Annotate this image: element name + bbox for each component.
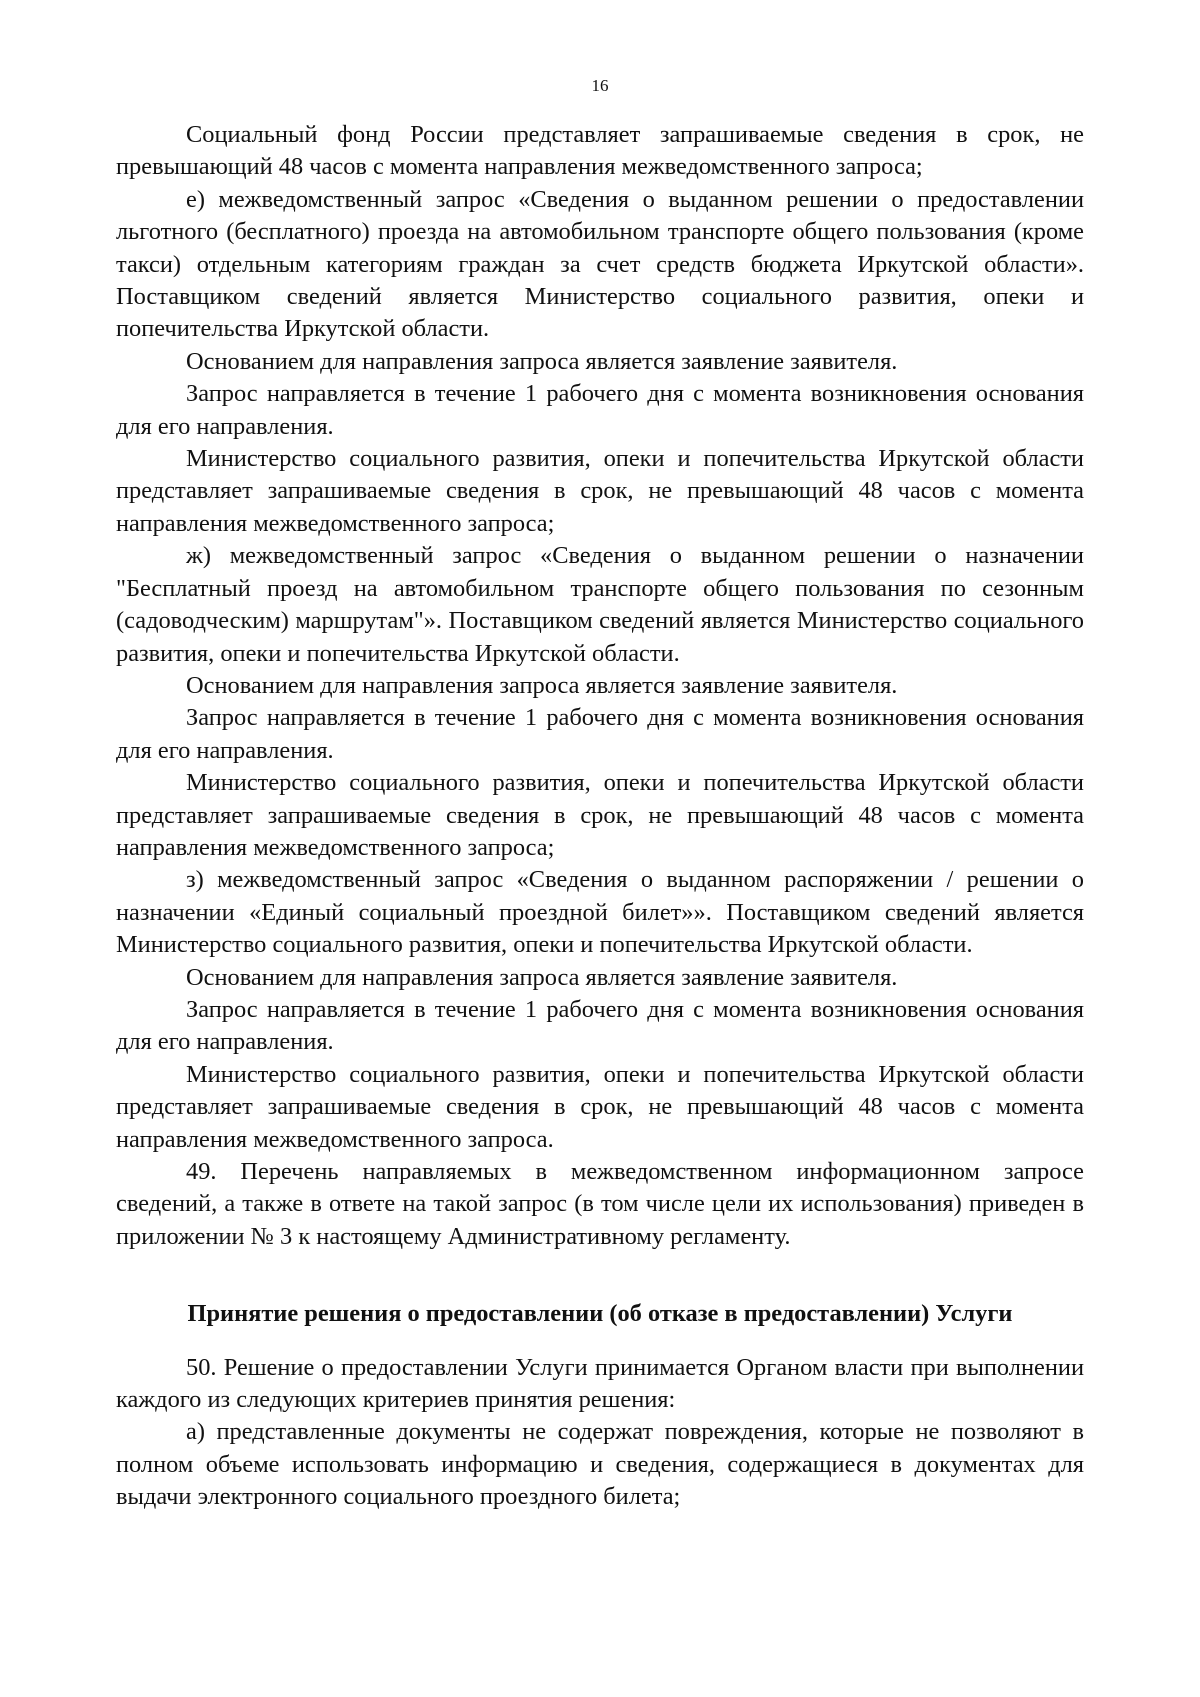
paragraph: е) межведомственный запрос «Сведения о выданном решении о предоставлении льготного (бесплатного) проезда на автомобильном транспорте общего пользования (кроме такси) отдельным категориям граждан за счет средств бюджета Иркутской области». Поставщиком сведений является Министерство социального развития, опеки и попечительства Иркутской области. bbox=[116, 185, 1084, 343]
paragraph: Запрос направляется в течение 1 рабочего дня с момента возникновения основания для его направления. bbox=[116, 380, 1084, 440]
page-number: 16 bbox=[591, 76, 609, 95]
paragraph: ж) межведомственный запрос «Сведения о выданном решении о назначении "Бесплатный проезд на автомобильном транспорте общего пользования по сезонным (садоводческим) маршрутам"». Поставщиком сведений является Министерство социального развития, опеки и попечительства Иркутской области. bbox=[116, 542, 1084, 667]
paragraph: Министерство социального развития, опеки и попечительства Иркутской области представляет запрашиваемые сведения в срок, не превышающий 48 часов с момента направления межведомственного запроса; bbox=[116, 445, 1084, 537]
paragraph: Основанием для направления запроса является заявление заявителя. bbox=[186, 347, 898, 375]
paragraph: Социальный фонд России представляет запрашиваемые сведения в срок, не превышающий 48 часов с момента направления межведомственного запроса; bbox=[116, 121, 1084, 181]
paragraph: 50. Решение о предоставлении Услуги принимается Органом власти при выполнении каждого из следующих критериев принятия решения: bbox=[116, 1353, 1084, 1414]
paragraph: Министерство социального развития, опеки и попечительства Иркутской области представляет запрашиваемые сведения в срок, не превышающий 48 часов с момента направления межведомственного запроса. bbox=[116, 1060, 1084, 1153]
paragraph: 49. Перечень направляемых в межведомственном информационном запросе сведений, а также в ответе на такой запрос (в том числе цели их использования) приведен в приложении № 3 к настоящему Административному регламенту. bbox=[116, 1158, 1084, 1250]
paragraph: Основанием для направления запроса является заявление заявителя. bbox=[186, 963, 898, 991]
paragraph: Основанием для направления запроса является заявление заявителя. bbox=[186, 671, 898, 699]
document-body bbox=[116, 119, 1084, 1514]
paragraph: Запрос направляется в течение 1 рабочего дня с момента возникновения основания для его направления. bbox=[116, 704, 1084, 764]
paragraph: а) представленные документы не содержат повреждения, которые не позволяют в полном объеме использовать информацию и сведения, содержащиеся в документах для выдачи электронного социального проездного билета; bbox=[116, 1418, 1084, 1511]
paragraph: з) межведомственный запрос «Сведения о выданном распоряжении / решении о назначении «Единый социальный проездной билет»». Поставщиком сведений является Министерство социального развития, опеки и попечительства Иркутской области. bbox=[116, 866, 1084, 959]
paragraph: Запрос направляется в течение 1 рабочего дня с момента возникновения основания для его направления. bbox=[116, 995, 1084, 1056]
section-heading: Принятие решения о предоставлении (об отказе в предоставлении) Услуги bbox=[187, 1300, 1013, 1328]
paragraph: Министерство социального развития, опеки и попечительства Иркутской области представляет запрашиваемые сведения в срок, не превышающий 48 часов с момента направления межведомственного запроса; bbox=[116, 769, 1084, 861]
